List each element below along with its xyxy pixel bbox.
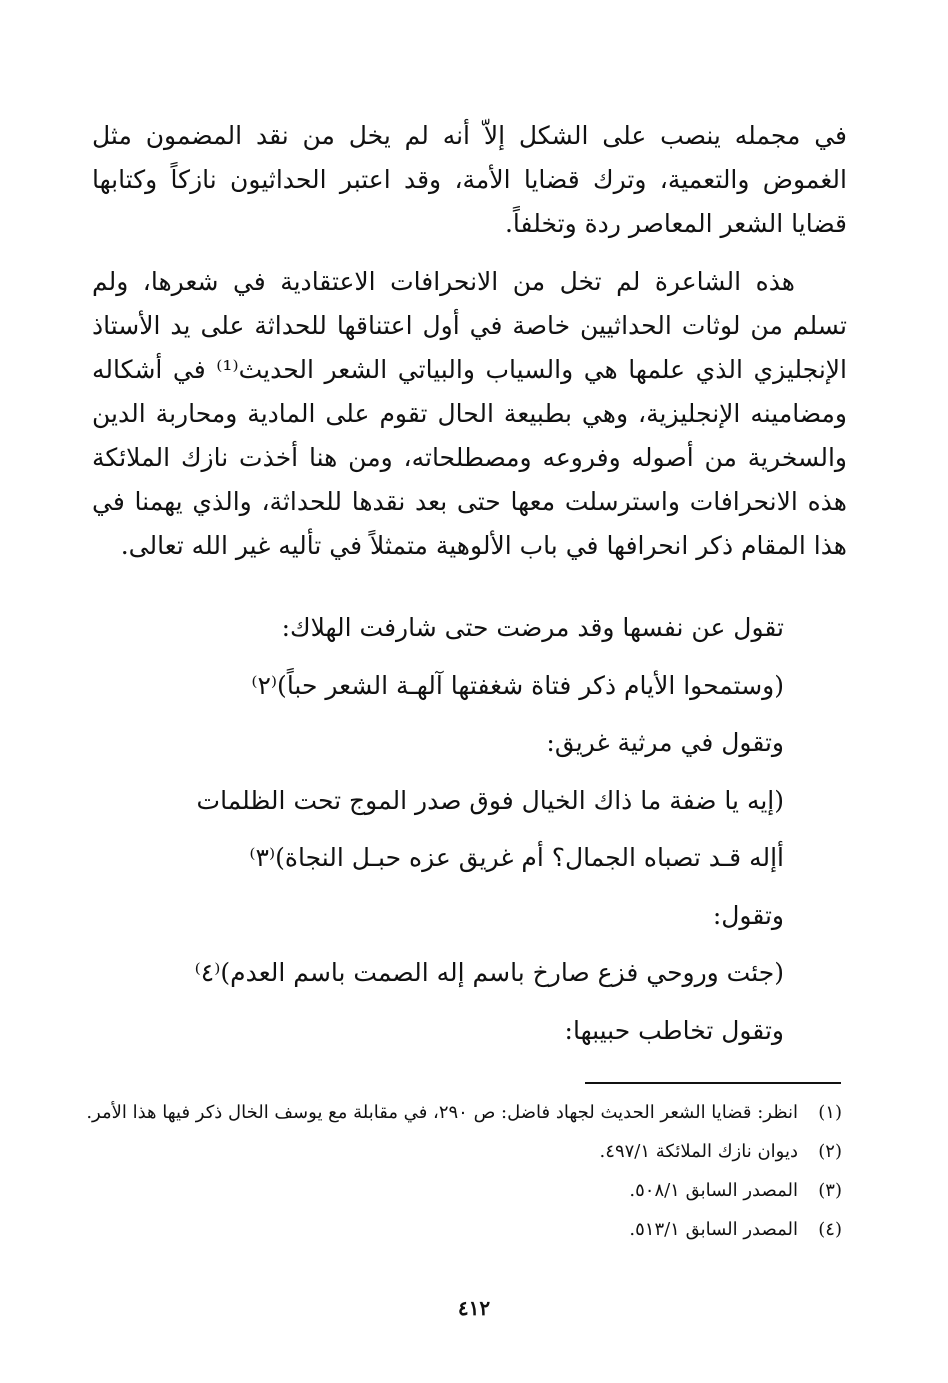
verse-quote-2b: أإله قـد تصباه الجمال؟ أم غريق عزه حبـل النجاة)⁽٣⁾ [249, 843, 784, 872]
page-number: ٤١٢ [457, 1296, 491, 1320]
footnote-number: (٤) [818, 1219, 842, 1240]
footnote-number: (١) [818, 1102, 842, 1123]
footnotes [86, 1096, 842, 1252]
footnote-3 [86, 1174, 842, 1208]
footnote-1 [86, 1096, 842, 1130]
footnote-text: ديوان نازك الملائكة ٤٩٧/١. [599, 1141, 798, 1162]
quoted-verses [144, 608, 784, 1068]
footnote-text: انظر: قضايا الشعر الحديث لجهاد فاضل: ص ٢٩٠، في مقابلة مع يوسف الخال ذكر فيها هذا الأمر. [86, 1102, 798, 1123]
paragraph-2: هذه الشاعرة لم تخل من الانحرافات الاعتقادية في شعرها، ولم تسلم من لوثات الحداثيين خاصة في أول اعتناقها للحداثة على يد الأستاذ الإنجليزي الذي علمها هي والسياب والبياتي الشعر الحديث⁽¹⁾ في أشكاله ومضامينه الإنجليزية، وهي بطبيعة الحال تقوم على المادية ومحاربة الدين والسخرية من أصوله وفروعه ومصطلحاته، ومن هنا أخذت نازك الملائكة هذه الانحرافات واسترسلت معها حتى بعد نقدها للحداثة، والذي يهمنا في هذا المقام ذكر انحرافها في باب الألوهية متمثلاً في تأليه غير الله تعالى. [92, 267, 847, 560]
verse-quote-2a: (إيه يا ضفة ما ذاك الخيال فوق صدر الموج تحت الظلمات [196, 785, 784, 815]
verse-intro-1: تقول عن نفسها وقد مرضت حتى شارفت الهلاك: [281, 613, 784, 642]
verse-quote-3: (جئت وروحي فزع صارخ باسم إله الصمت باسم العدم)⁽٤⁾ [194, 958, 784, 987]
verse-quote-1: (وستمحوا الأيام ذكر فتاة شغفتها آلهـة الشعر حباً)⁽٢⁾ [251, 670, 784, 700]
footnote-4 [86, 1213, 842, 1247]
footnote-text: المصدر السابق ٥٠٨/١. [629, 1180, 798, 1201]
footnote-number: (٣) [818, 1180, 842, 1201]
footnote-text: المصدر السابق ٥١٣/١. [629, 1219, 798, 1240]
verse-intro-3: وتقول: [712, 900, 784, 930]
verse-intro-2: وتقول في مرثية غريق: [546, 728, 784, 757]
paragraph-1: في مجمله ينصب على الشكل إلاّ أنه لم يخل من نقد المضمون مثل الغموض والتعمية، وترك قضايا الأمة، وقد اعتبر الحداثيون نازكاً وكتابها قضايا الشعر المعاصر ردة وتخلفاً. [92, 121, 847, 238]
footnote-number: (٢) [818, 1141, 842, 1162]
verse-intro-4: وتقول تخاطب حبيبها: [564, 1015, 784, 1045]
footnote-2 [86, 1135, 842, 1169]
footnote-divider [585, 1082, 841, 1084]
